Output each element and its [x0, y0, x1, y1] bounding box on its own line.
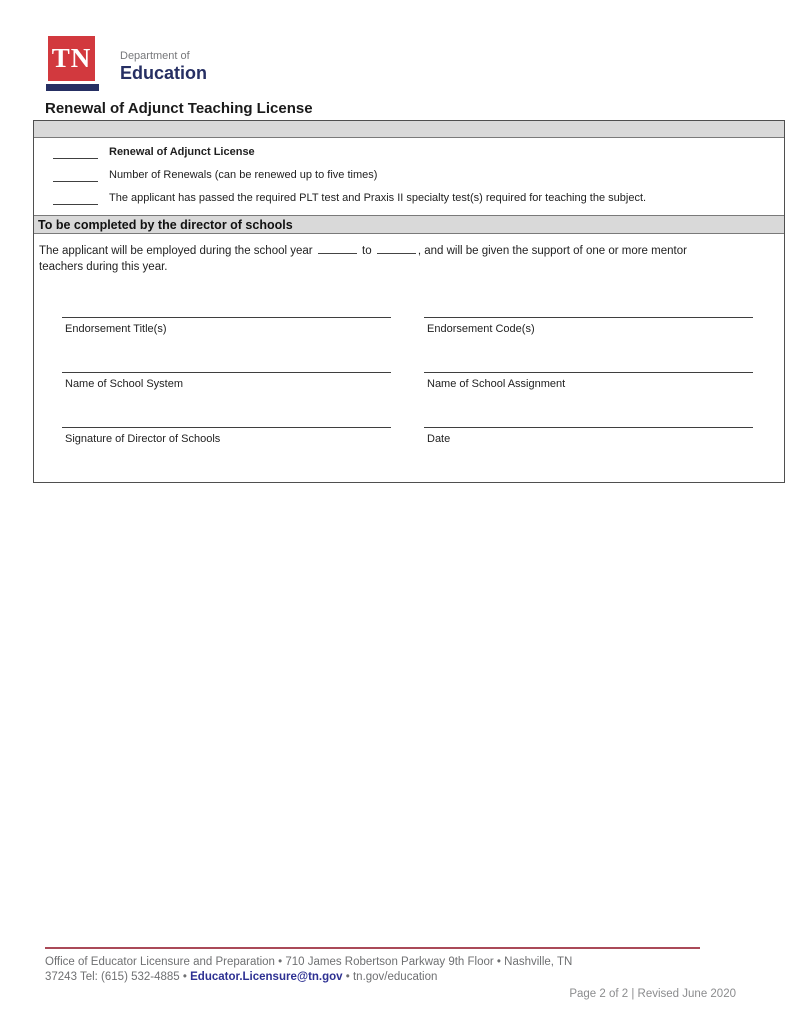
- field-label: Endorsement Title(s): [65, 323, 167, 335]
- director-section-title: To be completed by the director of schools: [38, 217, 293, 232]
- footer-phone-text: 37243 Tel: (615) 532-4885 •: [45, 971, 191, 983]
- tn-doe-logo: [48, 36, 278, 92]
- director-section-header: [34, 215, 784, 234]
- logo-underbar: [46, 84, 99, 91]
- logo-education: Education: [120, 63, 208, 83]
- field-label: Name of School Assignment: [427, 378, 566, 390]
- school-year-end-blank[interactable]: [377, 243, 416, 254]
- school-system-field[interactable]: [62, 372, 391, 427]
- footer-website-text: • tn.gov/education: [342, 971, 438, 983]
- director-section-body: [34, 234, 784, 482]
- form-box: [33, 120, 785, 483]
- logo-department-of: Department of: [120, 50, 190, 62]
- signature-field-grid: [62, 317, 766, 482]
- checklist-row-number-of-renewals: [53, 169, 764, 182]
- checklist-label: The applicant has passed the required PLT test and Praxis II specialty test(s) required for teaching the subject.: [109, 192, 647, 204]
- school-assignment-field[interactable]: [424, 372, 753, 427]
- field-label: Date: [427, 433, 451, 445]
- licensure-email-link[interactable]: Educator.Licensure@tn.gov: [190, 971, 343, 983]
- paragraph-text-mid: to: [362, 245, 372, 257]
- page-number-revision: Page 2 of 2 | Revised June 2020: [569, 988, 736, 1000]
- date-field[interactable]: [424, 427, 753, 482]
- tn-monogram: TN: [51, 43, 92, 73]
- checklist-label: Renewal of Adjunct License: [109, 146, 255, 158]
- endorsement-codes-field[interactable]: [424, 317, 753, 372]
- paragraph-text-before: The applicant will be employed during the school year: [39, 245, 313, 257]
- checklist-row-plt-test: [53, 192, 764, 205]
- form-header-bar: [34, 121, 784, 138]
- school-year-start-blank[interactable]: [318, 243, 357, 254]
- footer-divider: [45, 947, 700, 949]
- paragraph-text-after: , and will be given the support of one or more mentor teachers during this year.: [39, 245, 687, 273]
- endorsement-titles-field[interactable]: [62, 317, 391, 372]
- footer-contact-line: [45, 971, 437, 983]
- field-label: Signature of Director of Schools: [65, 433, 221, 445]
- director-signature-field[interactable]: [62, 427, 391, 482]
- renewal-of-adjunct-license-blank[interactable]: [53, 147, 98, 159]
- footer-address-line: Office of Educator Licensure and Preparation • 710 James Robertson Parkway 9th Floor • Nashville, TN: [45, 956, 573, 968]
- employment-paragraph: [39, 243, 699, 275]
- plt-test-blank[interactable]: [53, 193, 98, 205]
- field-label: Endorsement Code(s): [427, 323, 535, 335]
- tn-logo-icon: [48, 36, 95, 81]
- page-title: Renewal of Adjunct Teaching License: [45, 100, 313, 117]
- checklist-row-renewal: [53, 146, 764, 159]
- field-label: Name of School System: [65, 378, 183, 390]
- checklist-label: Number of Renewals (can be renewed up to five times): [109, 169, 378, 181]
- number-of-renewals-blank[interactable]: [53, 170, 98, 182]
- renewal-checklist-section: [34, 138, 784, 205]
